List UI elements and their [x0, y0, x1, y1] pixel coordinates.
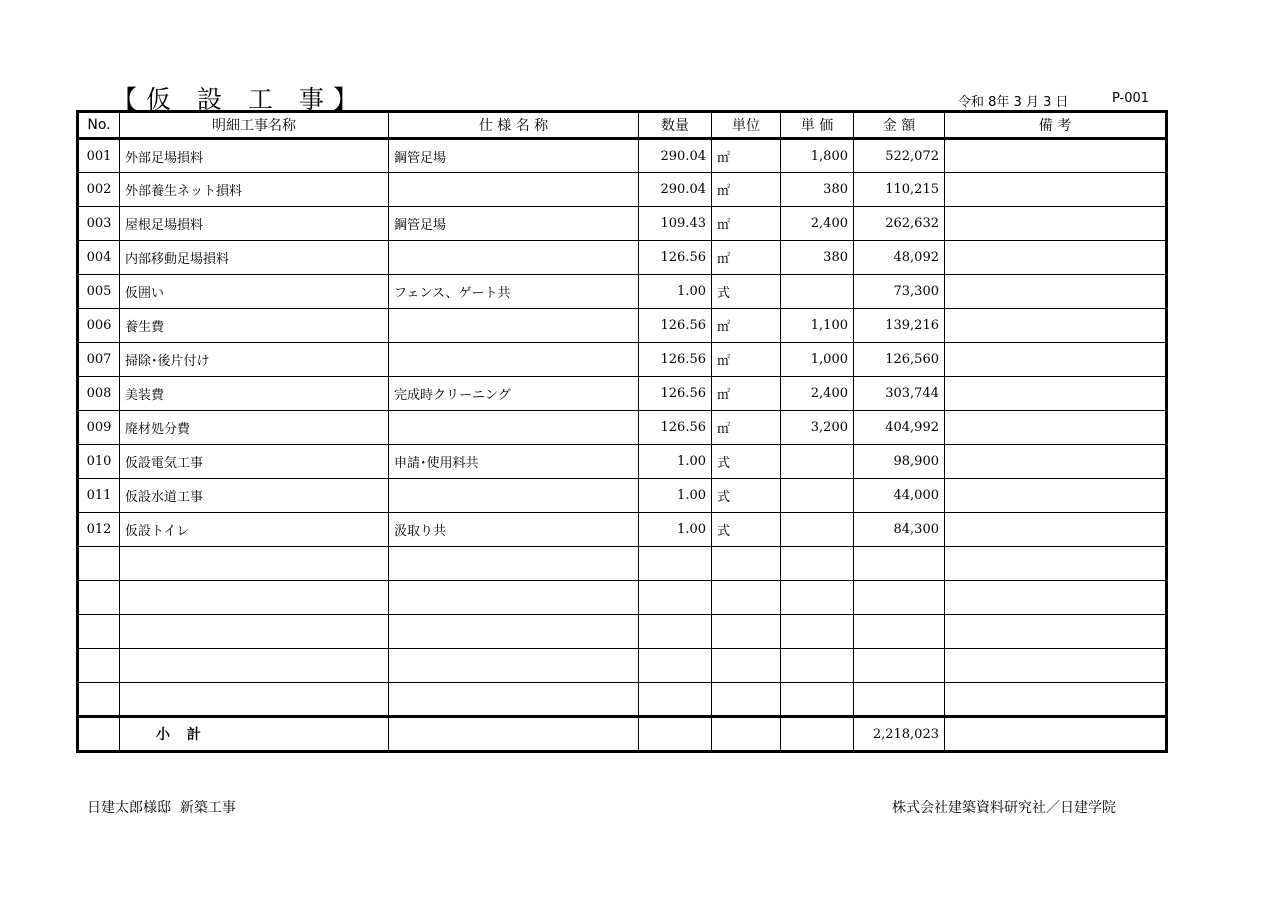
- row-name: 内部移動足場損料: [120, 241, 389, 275]
- row-unit: 式: [712, 513, 781, 547]
- row-note: [945, 547, 1167, 581]
- subtotal-no-cell: [78, 717, 120, 752]
- row-spec: [389, 411, 639, 445]
- table-row: [78, 241, 1167, 275]
- table-row: [78, 615, 1167, 649]
- subtotal-qty-cell: [639, 717, 712, 752]
- row-spec: [389, 173, 639, 207]
- row-qty: 109.43: [639, 207, 712, 241]
- table-row: [78, 377, 1167, 411]
- row-qty: 126.56: [639, 309, 712, 343]
- row-price: 380: [781, 173, 854, 207]
- table-header-row: [78, 112, 1167, 139]
- row-qty: 126.56: [639, 411, 712, 445]
- row-qty: 126.56: [639, 343, 712, 377]
- row-price: [781, 547, 854, 581]
- row-unit: [712, 581, 781, 615]
- table-row: [78, 343, 1167, 377]
- row-price: 3,200: [781, 411, 854, 445]
- table-row: [78, 479, 1167, 513]
- row-amount: [854, 683, 945, 717]
- table-row: [78, 581, 1167, 615]
- row-price: 1,800: [781, 139, 854, 173]
- row-price: [781, 615, 854, 649]
- row-no: 001: [78, 139, 120, 173]
- row-qty: 126.56: [639, 377, 712, 411]
- issue-date: 令和 8年 3 月 3 日: [958, 95, 1069, 110]
- project-name: 日建太郎様邸 新築工事: [87, 800, 236, 816]
- row-no: 011: [78, 479, 120, 513]
- row-amount: 48,092: [854, 241, 945, 275]
- row-spec: [389, 241, 639, 275]
- row-no: 009: [78, 411, 120, 445]
- row-amount: 303,744: [854, 377, 945, 411]
- row-price: [781, 649, 854, 683]
- row-note: [945, 343, 1167, 377]
- row-qty: [639, 615, 712, 649]
- row-unit: 式: [712, 275, 781, 309]
- row-no: 003: [78, 207, 120, 241]
- row-amount: [854, 649, 945, 683]
- row-price: 1,000: [781, 343, 854, 377]
- row-no: 012: [78, 513, 120, 547]
- row-name: 掃除･後片付け: [120, 343, 389, 377]
- row-no: 004: [78, 241, 120, 275]
- row-name: 美装費: [120, 377, 389, 411]
- row-price: [781, 445, 854, 479]
- row-unit: ㎡: [712, 173, 781, 207]
- page-title: 【仮 設 工 事】: [112, 85, 367, 114]
- row-no: 007: [78, 343, 120, 377]
- subtotal-row: [78, 717, 1167, 752]
- row-no: [78, 615, 120, 649]
- row-amount: [854, 547, 945, 581]
- row-no: 010: [78, 445, 120, 479]
- row-no: 005: [78, 275, 120, 309]
- table-row: [78, 309, 1167, 343]
- row-spec: [389, 615, 639, 649]
- row-unit: [712, 547, 781, 581]
- row-note: [945, 615, 1167, 649]
- row-unit: [712, 615, 781, 649]
- row-amount: 44,000: [854, 479, 945, 513]
- row-amount: 522,072: [854, 139, 945, 173]
- table-row: [78, 275, 1167, 309]
- row-amount: 84,300: [854, 513, 945, 547]
- table-row: [78, 411, 1167, 445]
- table-row: [78, 649, 1167, 683]
- subtotal-spec-cell: [389, 717, 639, 752]
- row-no: [78, 683, 120, 717]
- row-note: [945, 377, 1167, 411]
- row-note: [945, 241, 1167, 275]
- row-qty: 1.00: [639, 479, 712, 513]
- row-price: 1,100: [781, 309, 854, 343]
- row-amount: 262,632: [854, 207, 945, 241]
- row-spec: 汲取り共: [389, 513, 639, 547]
- row-note: [945, 411, 1167, 445]
- row-qty: 290.04: [639, 173, 712, 207]
- table-row: [78, 445, 1167, 479]
- estimate-table: [76, 110, 1168, 753]
- row-unit: ㎡: [712, 377, 781, 411]
- row-no: [78, 547, 120, 581]
- row-spec: 鋼管足場: [389, 139, 639, 173]
- subtotal-label: 小 計: [120, 717, 389, 752]
- row-no: 002: [78, 173, 120, 207]
- row-note: [945, 445, 1167, 479]
- row-amount: [854, 615, 945, 649]
- table-row: [78, 139, 1167, 173]
- table-row: [78, 683, 1167, 717]
- table-row: [78, 547, 1167, 581]
- row-qty: 1.00: [639, 513, 712, 547]
- col-header-unit: 単位: [712, 112, 781, 139]
- row-qty: [639, 649, 712, 683]
- row-price: 2,400: [781, 377, 854, 411]
- row-name: 廃材処分費: [120, 411, 389, 445]
- row-spec: [389, 581, 639, 615]
- row-amount: 404,992: [854, 411, 945, 445]
- row-qty: 126.56: [639, 241, 712, 275]
- row-price: [781, 479, 854, 513]
- row-note: [945, 309, 1167, 343]
- row-unit: ㎡: [712, 241, 781, 275]
- subtotal-amount: 2,218,023: [854, 717, 945, 752]
- company-name: 株式会社建築資料研究社／日建学院: [892, 800, 1116, 816]
- row-spec: [389, 343, 639, 377]
- col-header-amount: 金 額: [854, 112, 945, 139]
- row-unit: [712, 649, 781, 683]
- table-row: [78, 207, 1167, 241]
- subtotal-price-cell: [781, 717, 854, 752]
- row-no: [78, 649, 120, 683]
- row-name: [120, 615, 389, 649]
- col-header-no: No.: [78, 112, 120, 139]
- row-unit: ㎡: [712, 139, 781, 173]
- row-spec: [389, 547, 639, 581]
- col-header-spec: 仕 様 名 称: [389, 112, 639, 139]
- col-header-qty: 数量: [639, 112, 712, 139]
- col-header-price: 単 価: [781, 112, 854, 139]
- row-unit: ㎡: [712, 207, 781, 241]
- row-price: [781, 513, 854, 547]
- row-note: [945, 649, 1167, 683]
- row-qty: [639, 581, 712, 615]
- subtotal-unit-cell: [712, 717, 781, 752]
- row-note: [945, 139, 1167, 173]
- row-amount: [854, 581, 945, 615]
- row-spec: [389, 309, 639, 343]
- row-unit: ㎡: [712, 343, 781, 377]
- row-name: [120, 683, 389, 717]
- row-price: [781, 275, 854, 309]
- col-header-note: 備 考: [945, 112, 1167, 139]
- row-spec: フェンス、ゲート共: [389, 275, 639, 309]
- row-spec: [389, 479, 639, 513]
- row-note: [945, 173, 1167, 207]
- row-price: [781, 683, 854, 717]
- row-unit: [712, 683, 781, 717]
- row-name: 仮設水道工事: [120, 479, 389, 513]
- row-spec: [389, 649, 639, 683]
- row-amount: 139,216: [854, 309, 945, 343]
- row-name: 養生費: [120, 309, 389, 343]
- row-spec: 申請･使用料共: [389, 445, 639, 479]
- row-spec: 鋼管足場: [389, 207, 639, 241]
- row-name: 仮設電気工事: [120, 445, 389, 479]
- row-price: [781, 581, 854, 615]
- row-note: [945, 513, 1167, 547]
- table-row: [78, 513, 1167, 547]
- row-name: 外部養生ネット損料: [120, 173, 389, 207]
- row-note: [945, 207, 1167, 241]
- row-unit: ㎡: [712, 309, 781, 343]
- subtotal-note-cell: [945, 717, 1167, 752]
- row-price: 380: [781, 241, 854, 275]
- col-header-name: 明細工事名称: [120, 112, 389, 139]
- row-name: 屋根足場損料: [120, 207, 389, 241]
- row-note: [945, 479, 1167, 513]
- row-amount: 110,215: [854, 173, 945, 207]
- row-name: [120, 649, 389, 683]
- row-name: 仮囲い: [120, 275, 389, 309]
- row-name: 仮設トイレ: [120, 513, 389, 547]
- row-note: [945, 581, 1167, 615]
- row-no: 006: [78, 309, 120, 343]
- row-name: [120, 547, 389, 581]
- row-spec: 完成時クリーニング: [389, 377, 639, 411]
- page-number: P-001: [1112, 91, 1150, 106]
- row-spec: [389, 683, 639, 717]
- row-price: 2,400: [781, 207, 854, 241]
- row-qty: 1.00: [639, 275, 712, 309]
- row-note: [945, 683, 1167, 717]
- row-name: [120, 581, 389, 615]
- row-qty: 1.00: [639, 445, 712, 479]
- row-qty: [639, 547, 712, 581]
- row-unit: ㎡: [712, 411, 781, 445]
- row-name: 外部足場損料: [120, 139, 389, 173]
- row-qty: [639, 683, 712, 717]
- table-row: [78, 173, 1167, 207]
- row-amount: 98,900: [854, 445, 945, 479]
- row-amount: 73,300: [854, 275, 945, 309]
- row-unit: 式: [712, 479, 781, 513]
- row-note: [945, 275, 1167, 309]
- row-no: [78, 581, 120, 615]
- row-qty: 290.04: [639, 139, 712, 173]
- row-unit: 式: [712, 445, 781, 479]
- row-amount: 126,560: [854, 343, 945, 377]
- row-no: 008: [78, 377, 120, 411]
